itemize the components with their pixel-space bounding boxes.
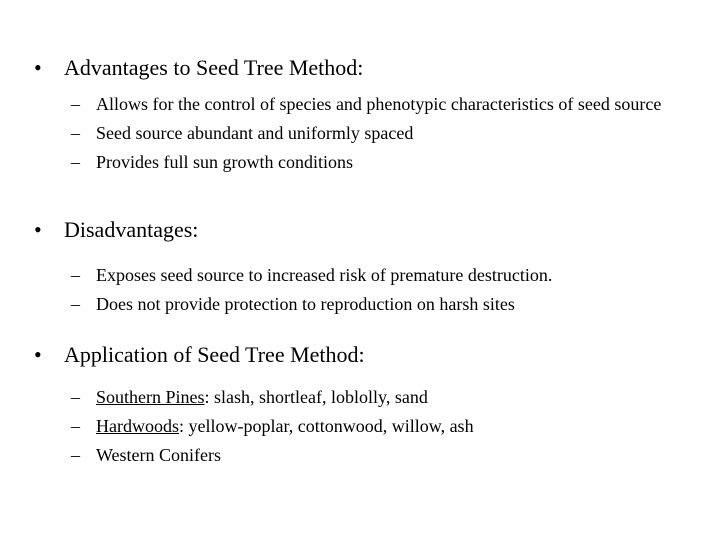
bullet-icon: • [34,55,42,80]
dash-icon: – [71,265,80,285]
list-item-text: Seed source abundant and uniformly spaced [96,123,414,143]
list-item [34,93,694,115]
list-item-text: : yellow-poplar, cottonwood, willow, ash [179,416,474,436]
sub-list [34,264,694,315]
list-item [34,122,694,144]
list-item-text: Allows for the control of species and phenotypic characteristics of seed source [96,94,662,114]
term-southern-pines: Southern Pines [96,387,205,407]
section-disadvantages [34,217,694,322]
list-item-text: Western Conifers [96,445,222,465]
dash-icon: – [71,416,80,436]
bullet-icon: • [34,342,42,367]
section-application [34,342,694,473]
list-item-text: Does not provide protection to reproduction on harsh sites [96,294,515,314]
sub-list [34,93,694,173]
bullet-heading [34,217,694,243]
list-item [34,415,694,437]
list-item [34,293,694,315]
sub-list [34,386,694,466]
dash-icon: – [71,152,80,172]
heading-text: Disadvantages: [64,217,199,242]
list-item [34,151,694,173]
dash-icon: – [71,94,80,114]
heading-text: Advantages to Seed Tree Method: [64,55,364,80]
bullet-heading [34,342,694,368]
list-item-text: Exposes seed source to increased risk of premature destruction. [96,265,553,285]
dash-icon: – [71,294,80,314]
dash-icon: – [71,445,80,465]
heading-text: Application of Seed Tree Method: [64,342,365,367]
bullet-heading [34,55,694,81]
list-item [34,444,694,466]
list-item [34,264,694,286]
bullet-icon: • [34,217,42,242]
list-item-text: Provides full sun growth conditions [96,152,353,172]
list-item [34,386,694,408]
section-advantages [34,55,694,180]
term-hardwoods: Hardwoods [96,416,179,436]
dash-icon: – [71,123,80,143]
dash-icon: – [71,387,80,407]
list-item-text: : slash, shortleaf, loblolly, sand [204,387,428,407]
